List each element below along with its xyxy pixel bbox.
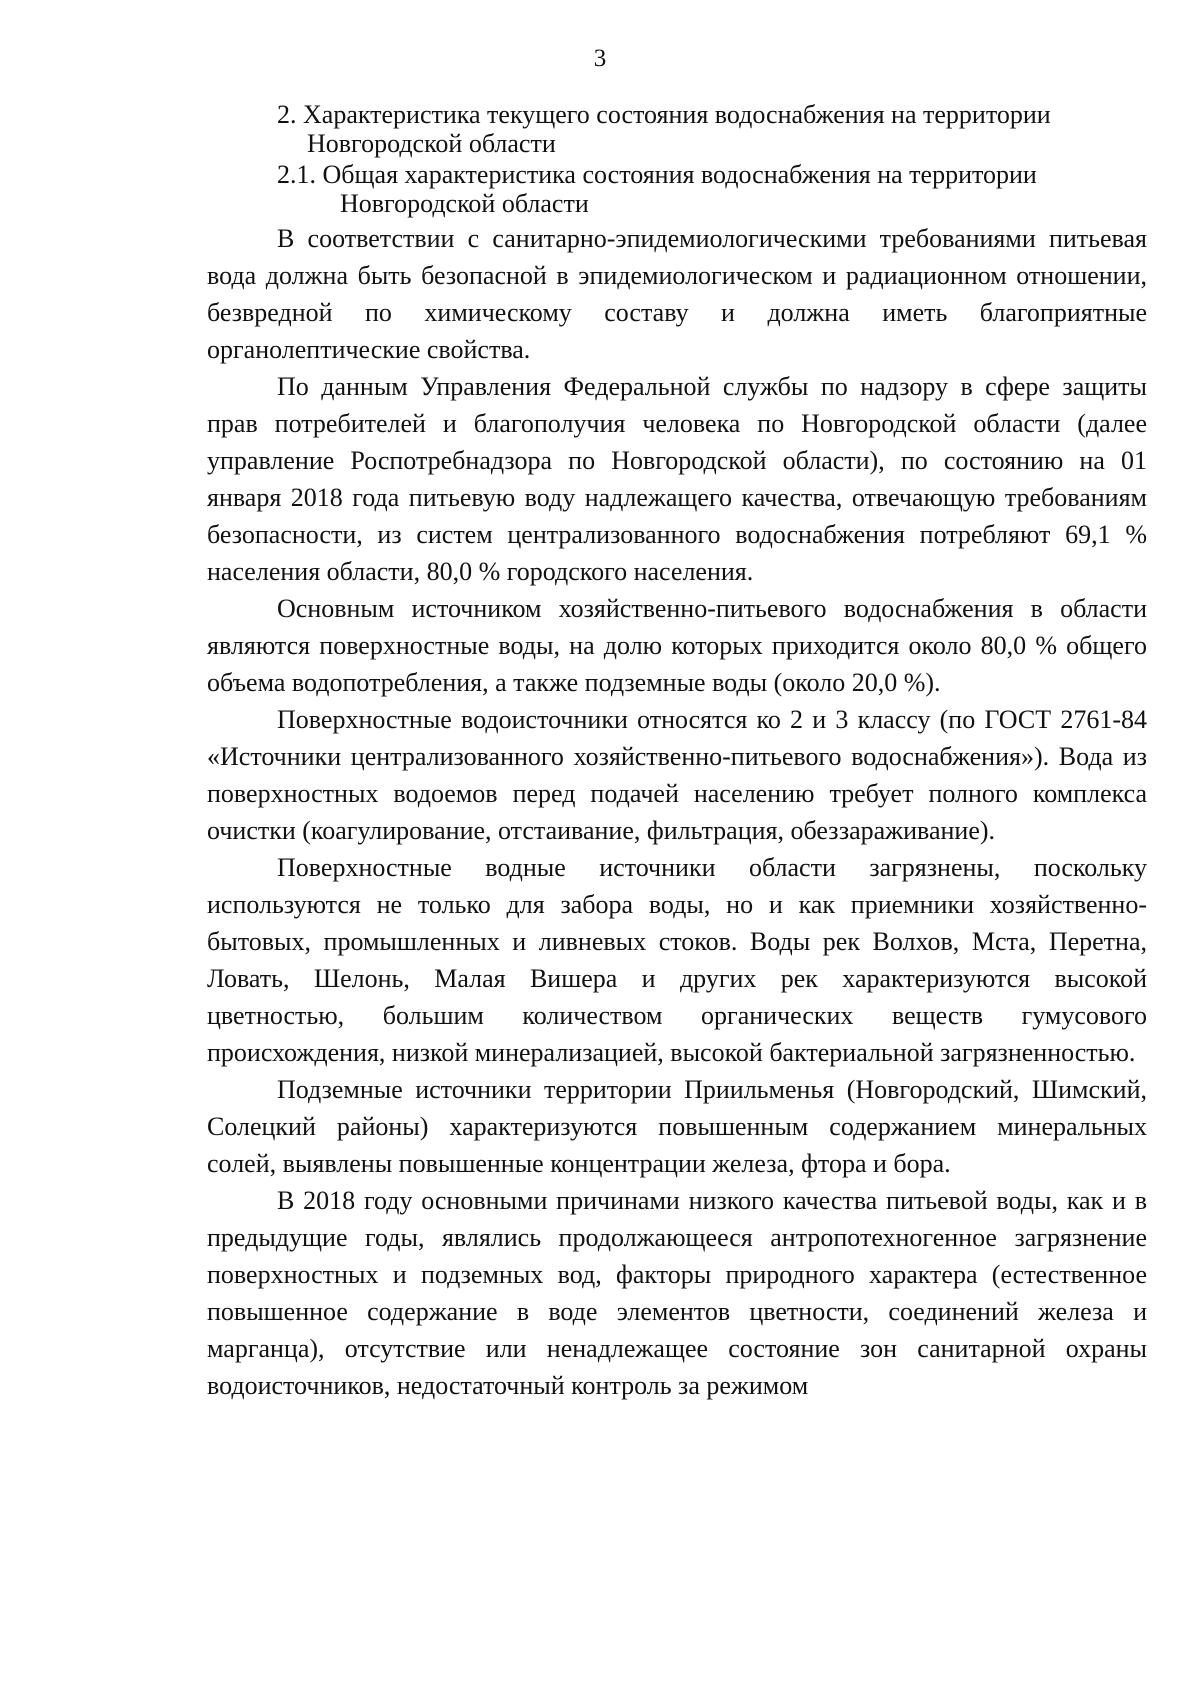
section-heading-2-1-line-1: 2.1. Общая характеристика состояния водоснабжения на территории bbox=[277, 160, 1037, 189]
body-text bbox=[207, 220, 1147, 1404]
paragraph-surface-sources-class: Поверхностные водоисточники относятся ко 2 и 3 классу (по ГОСТ 2761-84 «Источники централизованного хозяйственно-питьевого водоснабжения»). Вода из поверхностных водоемов перед подачей населению требует полного комплекса очистки (коагулирование, отстаивание, фильтрация, обеззараживание). bbox=[207, 705, 1147, 845]
section-heading-2-line-2: Новгородской области bbox=[307, 129, 556, 158]
section-heading-2 bbox=[277, 100, 1051, 158]
section-heading-2-1-line-2: Новгородской области bbox=[340, 189, 589, 218]
section-heading-2-line-1: 2. Характеристика текущего состояния водоснабжения на территории bbox=[277, 100, 1051, 129]
paragraph-water-sources: Основным источником хозяйственно-питьевого водоснабжения в области являются поверхностные воды, на долю которых приходится около 80,0 % общего объема водопотребления, а также подземные воды (около 20,0 %). bbox=[207, 594, 1147, 697]
paragraph-sanitary-requirements: В соответствии с санитарно-эпидемиологическими требованиями питьевая вода должна быть безопасной в эпидемиологическом и радиационном отношении, безвредной по химическому составу и должна иметь благоприятные органолептические свойства. bbox=[207, 224, 1147, 364]
page-number: 3 bbox=[593, 45, 607, 72]
section-heading-2-1 bbox=[277, 160, 1037, 218]
paragraph-underground-sources: Подземные источники территории Приильменья (Новгородский, Шимский, Солецкий районы) характеризуются повышенным содержанием минеральных солей, выявлены повышенные концентрации железа, фтора и бора. bbox=[207, 1075, 1147, 1178]
paragraph-surface-pollution: Поверхностные водные источники области загрязнены, поскольку используются не только для забора воды, но и как приемники хозяйственно-бытовых, промышленных и ливневых стоков. Воды рек Волхов, Мста, Перетна, Ловать, Шелонь, Малая Вишера и других рек характеризуются высокой цветностью, большим количеством органических веществ гумусового происхождения, низкой минерализацией, высокой бактериальной загрязненностью. bbox=[207, 853, 1147, 1067]
paragraph-low-quality-causes: В 2018 году основными причинами низкого качества питьевой воды, как и в предыдущие годы, являлись продолжающееся антропотехногенное загрязнение поверхностных и подземных вод, факторы природного характера (естественное повышенное содержание в воде элементов цветности, соединений железа и марганца), отсутствие или ненадлежащее состояние зон санитарной охраны водоисточников, недостаточный контроль за режимом bbox=[207, 1186, 1147, 1400]
paragraph-rospotrebnadzor-data: По данным Управления Федеральной службы по надзору в сфере защиты прав потребителей и благополучия человека по Новгородской области (далее управление Роспотребнадзора по Новгородской области), по состоянию на 01 января 2018 года питьевую воду надлежащего качества, отвечающую требованиям безопасности, из систем централизованного водоснабжения потребляют 69,1 % населения области, 80,0 % городского населения. bbox=[207, 372, 1147, 586]
